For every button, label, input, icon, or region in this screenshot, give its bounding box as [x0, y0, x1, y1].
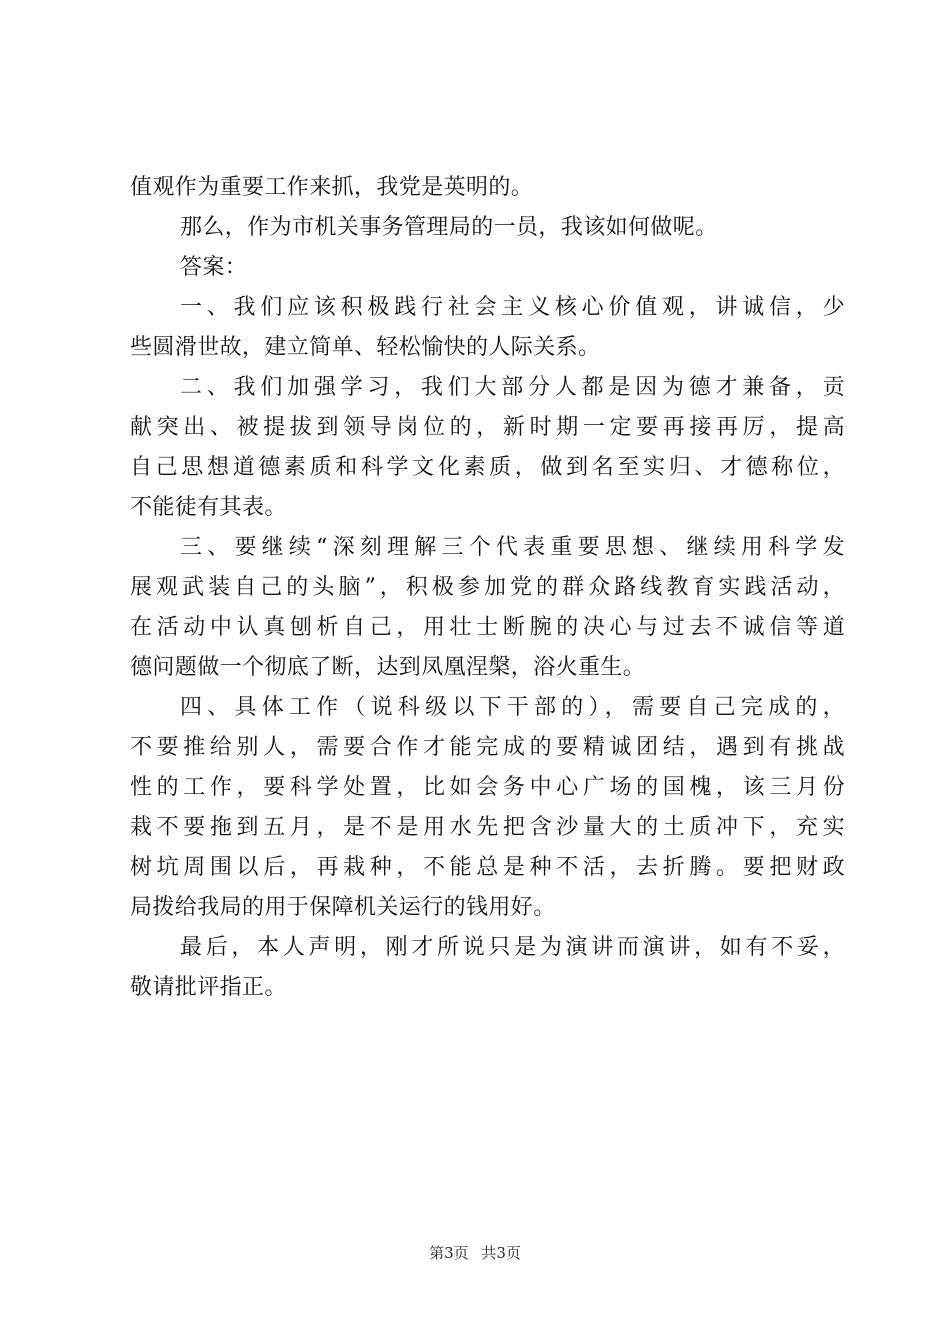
document-body — [130, 168, 845, 1008]
paragraph-line: 局拨给我局的用于保障机关运行的钱用好。 — [130, 895, 556, 920]
paragraph-line: 栽不要拖到五月，是不是用水先把含沙量大的土质冲下，充实 — [130, 815, 845, 840]
page-total: 共3页 — [481, 1244, 521, 1262]
page-number: 第3页 — [429, 1244, 469, 1262]
paragraph-line: 不要推给别人，需要合作才能完成的要精诚团结，遇到有挑战 — [130, 735, 845, 760]
paragraph-line: 值观作为重要工作来抓，我党是英明的。 — [130, 175, 534, 200]
paragraph-line: 答案： — [180, 255, 248, 280]
paragraph-line: 不能徒有其表。 — [130, 495, 287, 520]
paragraph-line: 自己思想道德素质和科学文化素质，做到名至实归、才德称位， — [130, 455, 845, 480]
paragraph-line: 最后，本人声明，刚才所说只是为演讲而演讲，如有不妥， — [180, 935, 845, 960]
paragraph-line: 德问题做一个彻底了断，达到凤凰涅槃，浴火重生。 — [130, 655, 646, 680]
paragraph-line: 些圆滑世故，建立简单、轻松愉快的人际关系。 — [130, 335, 601, 360]
paragraph-line: 展观武装自己的头脑”，积极参加党的群众路线教育实践活动， — [130, 575, 845, 600]
paragraph-line: 二、我们加强学习，我们大部分人都是因为德才兼备，贡 — [180, 375, 845, 400]
paragraph-line: 那么，作为市机关事务管理局的一员，我该如何做呢。 — [180, 215, 718, 240]
paragraph-line: 四、具体工作（说科级以下干部的），需要自己完成的， — [180, 695, 845, 720]
paragraph-line: 树坑周围以后，再栽种，不能总是种不活，去折腾。要把财政 — [130, 855, 845, 880]
paragraph-line: 三、要继续“深刻理解三个代表重要思想、继续用科学发 — [180, 535, 845, 560]
paragraph-line: 献突出、被提拔到领导岗位的，新时期一定要再接再厉，提高 — [130, 415, 845, 440]
paragraph-line: 敬请批评指正。 — [130, 975, 287, 1000]
page-footer — [0, 1243, 950, 1263]
paragraph-line: 一、我们应该积极践行社会主义核心价值观，讲诚信，少 — [180, 295, 845, 320]
paragraph-line: 性的工作，要科学处置，比如会务中心广场的国槐，该三月份 — [130, 775, 845, 800]
paragraph-line: 在活动中认真刨析自己，用壮士断腕的决心与过去不诚信等道 — [130, 615, 845, 640]
